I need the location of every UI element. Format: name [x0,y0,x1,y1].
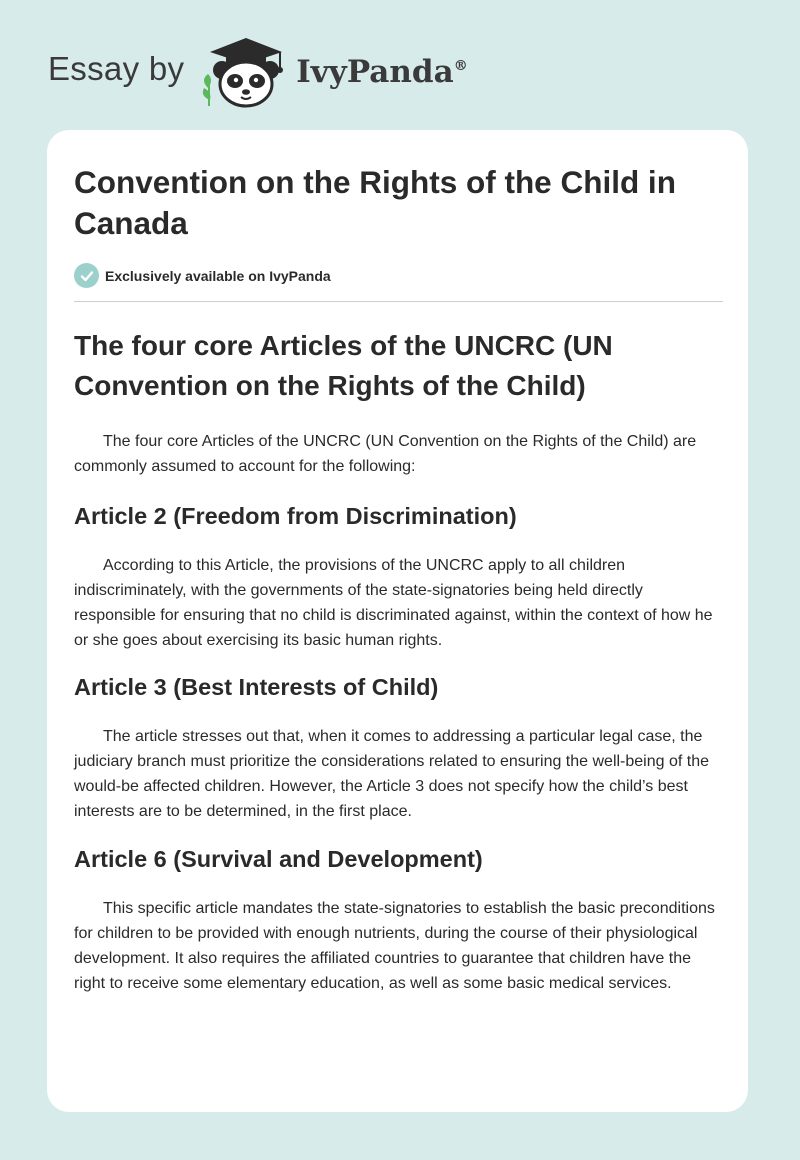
intro-paragraph: The four core Articles of the UNCRC (UN Convention on the Rights of the Child) are commonly assumed to account for the following: [74,433,697,475]
brand-name-text: IvyPanda [296,54,454,90]
essay-content [74,162,723,996]
divider [74,301,723,302]
article-paragraph: The article stresses out that, when it comes to addressing a particular legal case, the judiciary branch must prioritize the considerations related to ensuring the well-being of the would-be affected children. However, the Article 3 does not specify how the child’s best interests are to be determined, in the first place. [74,728,710,820]
article-heading: Article 3 (Best Interests of Child) [74,674,439,700]
brand-name[interactable] [296,54,467,90]
article-heading: Article 6 (Survival and Development) [74,846,483,872]
article-heading: Article 2 (Freedom from Discrimination) [74,503,517,529]
section-heading: The four core Articles of the UNCRC (UN Convention on the Rights of the Child) [74,330,613,401]
trademark-symbol: ® [453,58,468,74]
badge-label: Exclusively available on IvyPanda [105,267,331,284]
check-icon [74,263,99,288]
essay-by-label: Essay by [48,50,185,87]
article-paragraph: According to this Article, the provisions of the UNCRC apply to all children indiscriminately, with the governments of the state-signatories being held directly responsible for ensuring that no child is discriminated against, within the context of how he or she goes about exercising its basic human rights. [74,557,713,649]
panda-graduate-icon[interactable] [198,34,290,110]
article-paragraph: This specific article mandates the state-signatories to establish the basic preconditions for children to be provided with enough nutrients, during the course of their physiological development. It also requires the affiliated countries to guarantee that children have the right to receive some elementary education, as well as some basic medical services. [74,900,715,992]
site-header [48,34,468,110]
exclusive-badge [74,263,723,288]
essay-title: Convention on the Rights of the Child in Canada [74,164,676,241]
essay-card [47,130,748,1112]
